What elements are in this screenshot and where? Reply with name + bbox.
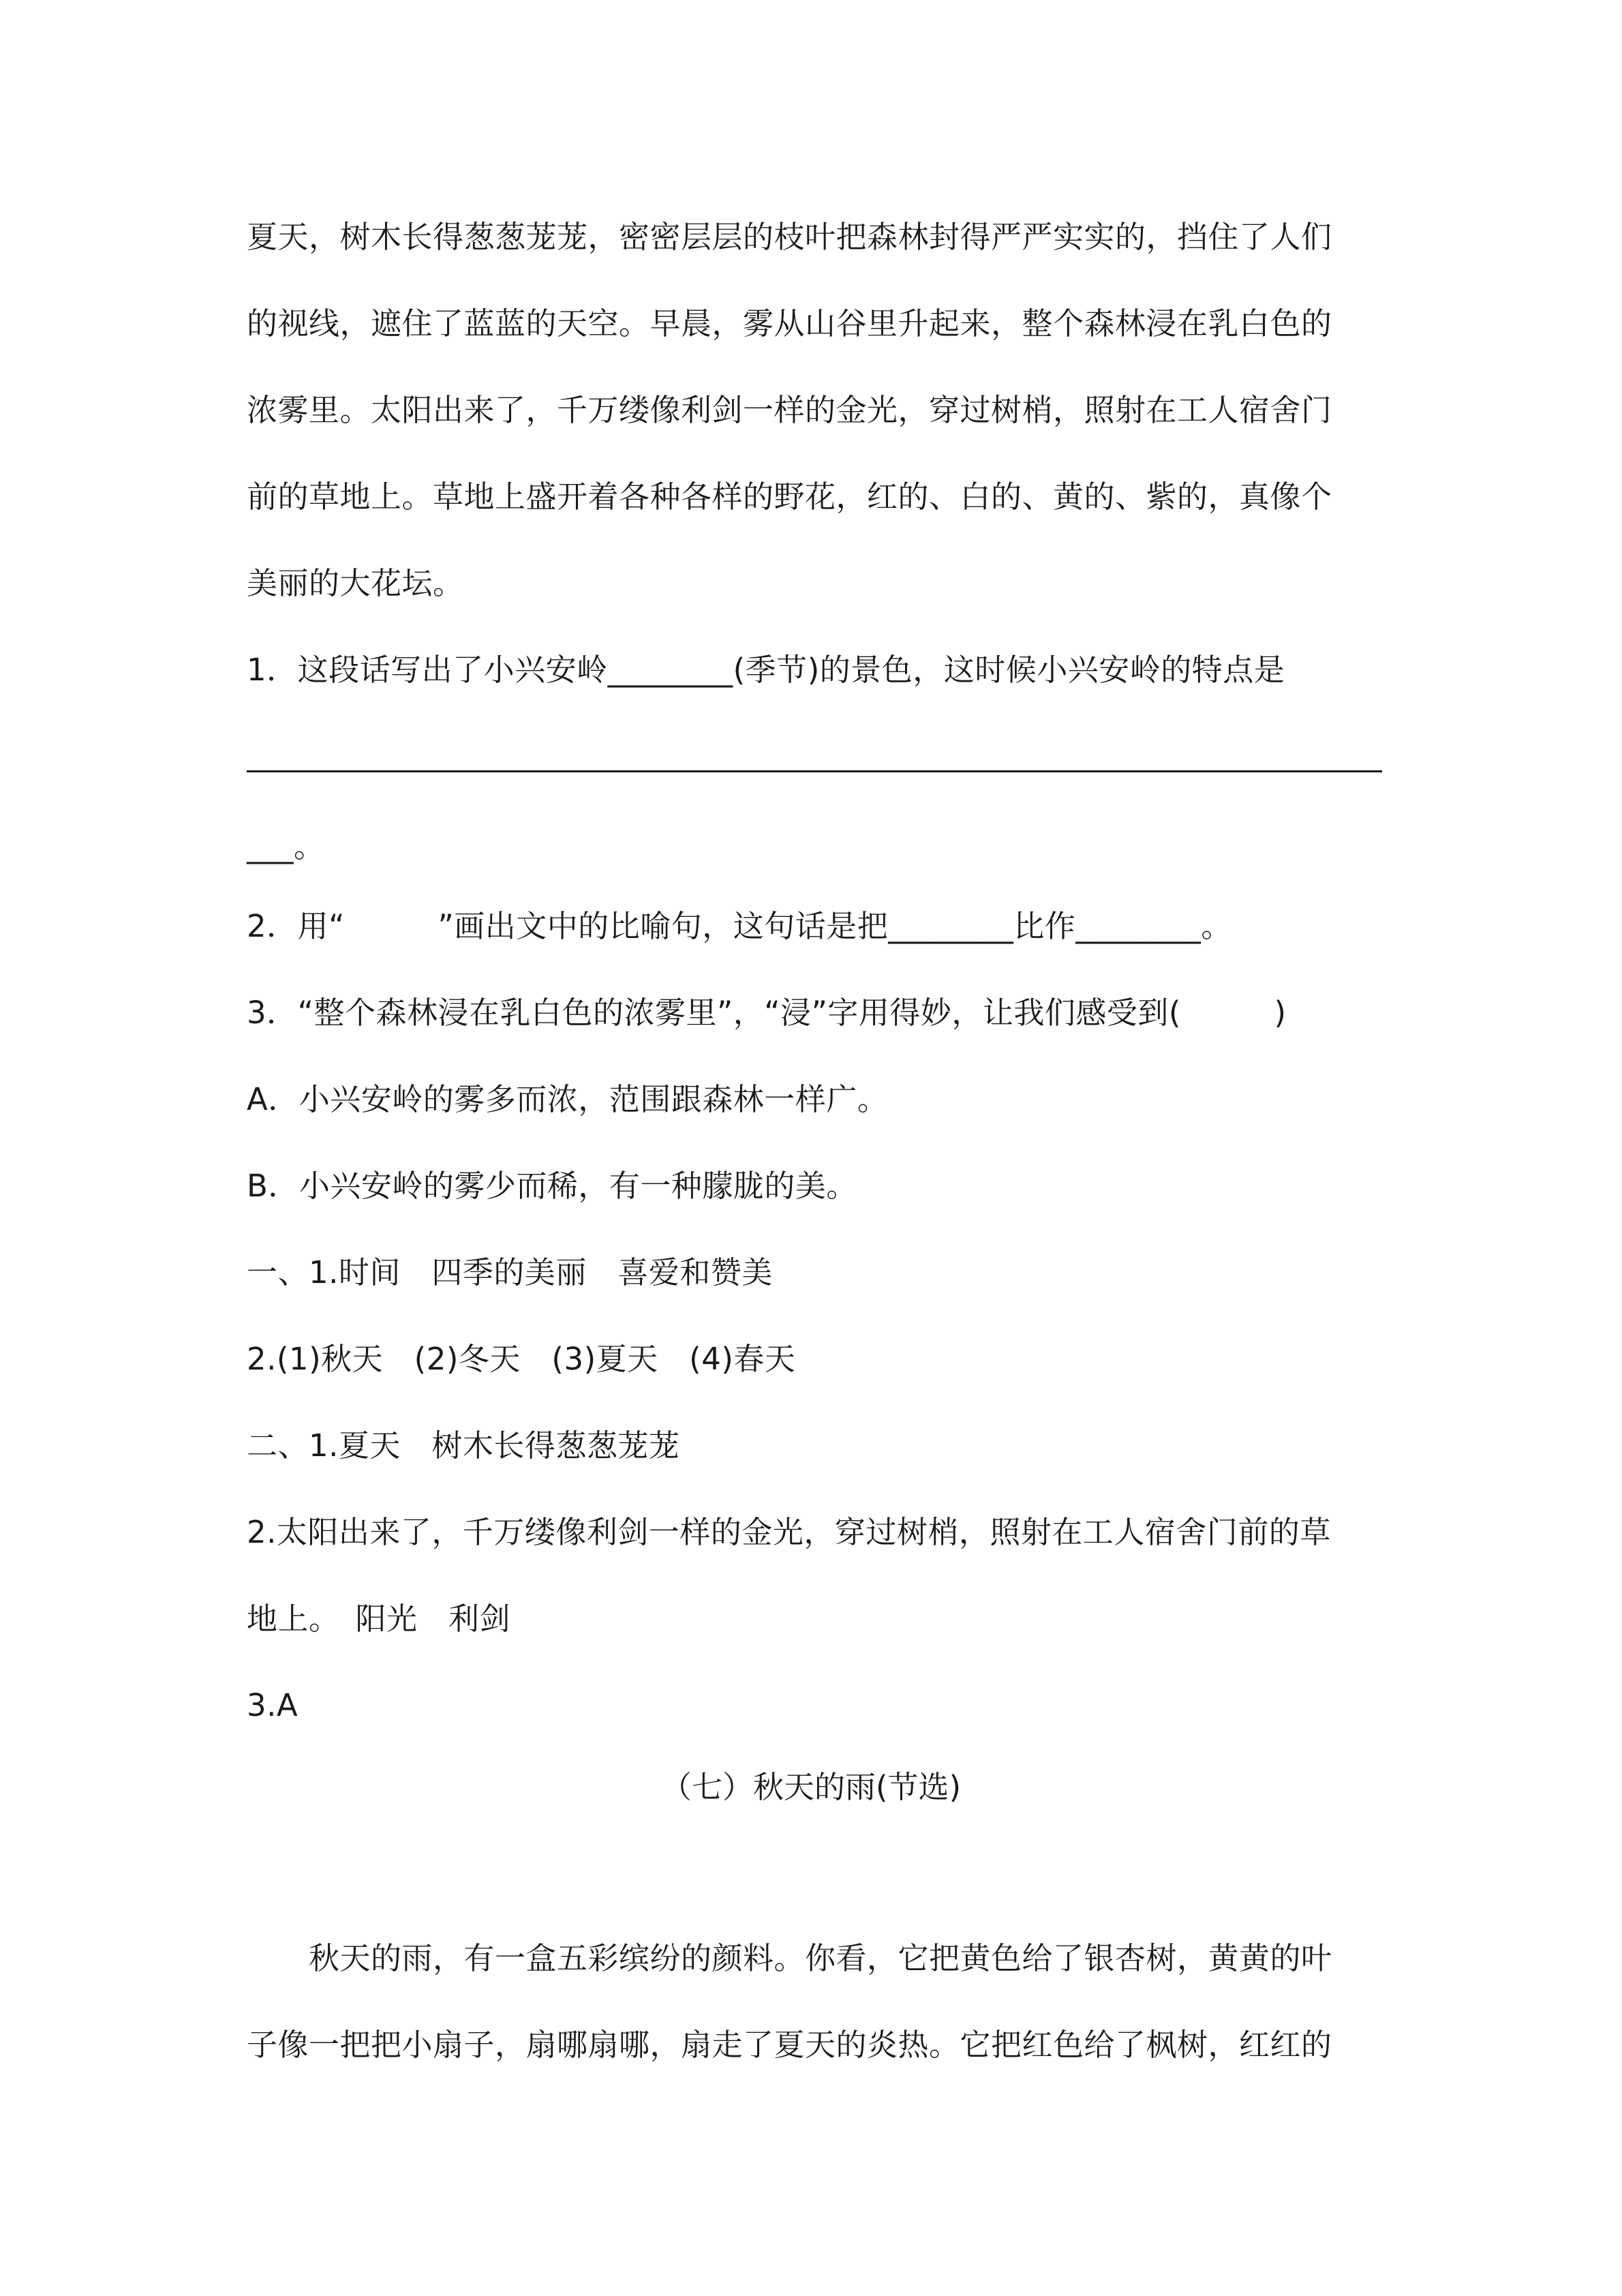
passage2-line-2: 子像一把把小扇子，扇哪扇哪，扇走了夏天的炎热。它把红色给了枫树，红红的 bbox=[247, 2027, 1332, 2063]
passage1-line-3: 浓雾里。太阳出来了，千万缕像利剑一样的金光，穿过树梢，照射在工人宿舍门 bbox=[247, 392, 1332, 428]
passage1-line-4: 前的草地上。草地上盛开着各种各样的野花，红的、白的、黄的、紫的，真像个 bbox=[247, 479, 1332, 515]
question-1-end: ___。 bbox=[247, 828, 325, 864]
passage2-line-1: 秋天的雨，有一盒五彩缤纷的颜料。你看，它把黄色给了银杏树，黄黄的叶 bbox=[247, 1940, 1332, 1976]
question-3-option-b: B．小兴安岭的雾少而稀，有一种朦胧的美。 bbox=[247, 1168, 857, 1204]
question-3-option-a: A．小兴安岭的雾多而浓，范围跟森林一样广。 bbox=[247, 1081, 889, 1117]
passage1-line-1: 夏天，树木长得葱葱茏茏，密密层层的枝叶把森林封得严严实实的，挡住了人们 bbox=[247, 219, 1332, 255]
answer-line-2: 2.(1)秋天 (2)冬天 (3)夏天 (4)春天 bbox=[247, 1341, 796, 1377]
answer-line-6: 3.A bbox=[247, 1687, 299, 1723]
question-2: 2．用“ ”画出文中的比喻句，这句话是把________比作________。 bbox=[247, 908, 1232, 944]
section-title: （七）秋天的雨(节选) bbox=[660, 1769, 962, 1805]
answer-line-4: 2.太阳出来了，千万缕像利剑一样的金光，穿过树梢，照射在工人宿舍门前的草 bbox=[247, 1514, 1331, 1550]
answer-blank-line bbox=[247, 770, 1382, 772]
answer-line-3: 二、1.夏天 树木长得葱葱茏茏 bbox=[247, 1428, 680, 1464]
passage1-line-2: 的视线，遮住了蓝蓝的天空。早晨，雾从山谷里升起来，整个森林浸在乳白色的 bbox=[247, 305, 1332, 342]
passage1-line-5: 美丽的大花坛。 bbox=[247, 565, 464, 601]
question-1: 1．这段话写出了小兴安岭________(季节)的景色，这时候小兴安岭的特点是 bbox=[247, 652, 1285, 688]
question-3: 3．“整个森林浸在乳白色的浓雾里”，“浸”字用得妙，让我们感受到( ) bbox=[247, 995, 1287, 1031]
answer-line-1: 一、1.时间 四季的美丽 喜爱和赞美 bbox=[247, 1254, 773, 1290]
answer-line-5: 地上。 阳光 利剑 bbox=[247, 1601, 511, 1637]
